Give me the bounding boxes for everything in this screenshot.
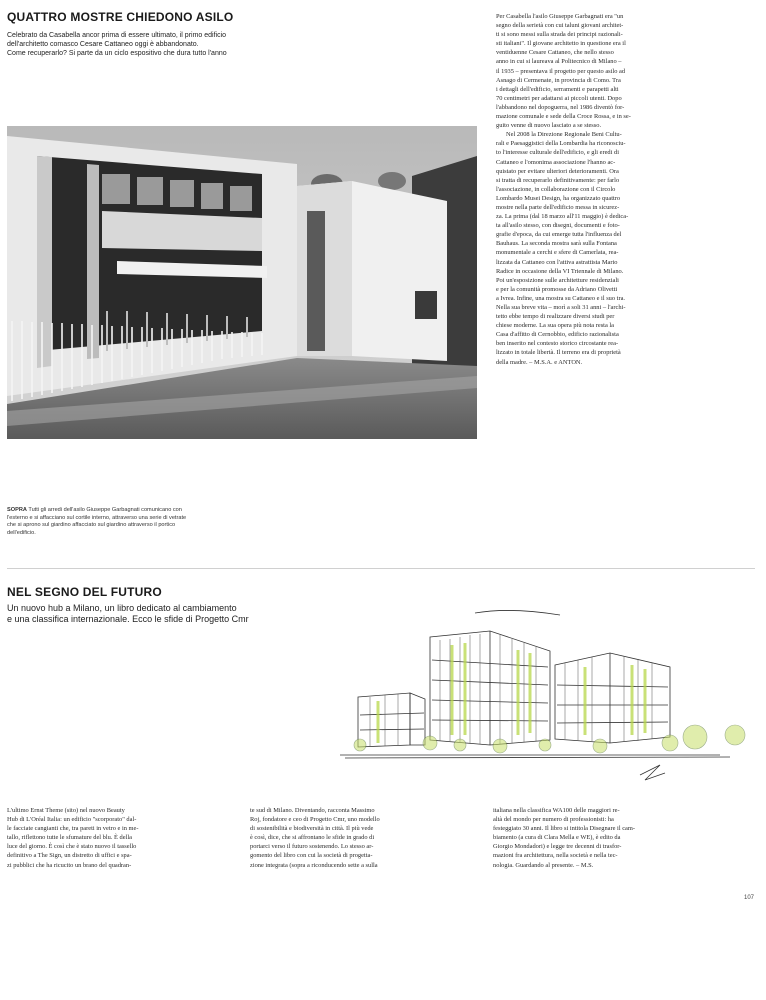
article2-col3 bbox=[493, 806, 738, 870]
text-line: Bauhaus. La seconda mostra sarà sulla Fontana bbox=[496, 240, 617, 248]
text-line: monumentale a cerchi e sfere di Camerlata, rea- bbox=[496, 249, 619, 257]
text-line: lizzato in totale libertà. Il terreno era di proprietà bbox=[496, 349, 621, 357]
text-line: rali e Paesaggistici della Lombardia ha riconosciu- bbox=[496, 140, 626, 148]
text-line: te sud di Milano. Diventando, racconta Massimo bbox=[250, 807, 375, 814]
text-line: e per la comunità promosse da Adriano Olivetti bbox=[496, 285, 618, 293]
text-line: i dettagli dell'edificio, serramenti e parapetti alti bbox=[496, 85, 619, 93]
text-line: Roj, fondatore e ceo di Progetto Cmr, uno modello bbox=[250, 816, 380, 824]
article2-intro bbox=[7, 603, 337, 625]
text-line: L'ultimo Ernst Theme (sito) nel nuovo Beauty bbox=[7, 807, 125, 814]
text-line: l'abbandono nel dopoguerra, nel 1986 diventò for- bbox=[496, 103, 625, 111]
text-line: ta all'asilo stesso, con disegni, documenti e foto- bbox=[496, 222, 620, 230]
text-line: Nella sua breve vita – morì a soli 31 anni – l'archi- bbox=[496, 304, 626, 311]
text-line: Poi un'esposizione sulle architetture residenziali bbox=[496, 276, 619, 284]
text-line: di sostenibilità e biodiversità in città. Il più vede bbox=[250, 825, 374, 833]
text-line: lizzata da Cattaneo con l'attiva astrattista Mario bbox=[496, 258, 618, 266]
text-line: il 1935 – presentava il progetto per questo asilo ad bbox=[496, 67, 626, 75]
text-line: Cattaneo e l'omonima associazione l'hanno ac- bbox=[496, 158, 616, 166]
article1-intro bbox=[7, 31, 477, 58]
text-line: nologia. Guardando al presente. – M.S. bbox=[493, 861, 594, 869]
caption-text: Tutti gli arredi dell'asilo Giuseppe Garbagnati comunicano con l'esterno e si affacciano sul cortile interno, attraverso una serie di vetrate che si aprono sul giardino affacciato sul giardino attraverso il portico dell'edificio. bbox=[7, 507, 187, 536]
asilo-photo bbox=[7, 126, 477, 439]
article2-col1 bbox=[7, 806, 242, 870]
text-line: guito venne di nuovo lasciato a se stesso. bbox=[496, 122, 602, 130]
text-line: Hub di L'Oréal Italia: un edificio "scorporato" dal- bbox=[7, 816, 137, 824]
text-line: za. La prima (dal 18 marzo all'11 maggio) è dedica- bbox=[496, 213, 629, 221]
text-line: sti italiani". Il giovane architetto in questione era il bbox=[496, 40, 626, 48]
text-line: Asnago di Cermenate, in provincia di Como. Tra bbox=[496, 76, 621, 84]
text-line: ben inserito nel contesto storico circostante rea- bbox=[496, 340, 619, 348]
article1-title: QUATTRO MOSTRE CHIEDONO ASILO bbox=[7, 10, 234, 24]
building-sketch bbox=[340, 605, 760, 795]
asilo-photo-graphic bbox=[7, 126, 477, 439]
text-line: le facciate cangianti che, tra pareti in vetro e in me- bbox=[7, 825, 139, 833]
text-line: biamento (a cura di Clara Mella e WE), è edito da bbox=[493, 834, 621, 842]
intro-line: e una classifica internazionale. Ecco le sfide di Progetto Cmr bbox=[7, 614, 249, 624]
text-line: ventiduenne Cesare Cattaneo, che nello stesso bbox=[496, 49, 614, 57]
text-line: luce del giorno. È così che è stato nuovo il tassello bbox=[7, 843, 137, 851]
section-divider bbox=[7, 568, 755, 569]
text-line: Radice in occasione della VI Triennale di Milano. bbox=[496, 267, 624, 275]
page-number: 107 bbox=[744, 895, 755, 901]
text-line: quistato per evitare ulteriori deterioramenti. Ora bbox=[496, 167, 619, 175]
intro-line: Come recuperarlo? Si parte da un ciclo espositivo che dura tutto l'anno bbox=[7, 50, 227, 57]
text-line: tallo, riflettono tutte le sfumature del blu. È della bbox=[7, 834, 132, 842]
text-line: chiese moderne. La sua opera più nota resta la bbox=[496, 322, 614, 330]
article2-title: NEL SEGNO DEL FUTURO bbox=[7, 585, 162, 599]
text-line: anno in cui si laureava al Politecnico di Milano – bbox=[496, 58, 622, 66]
article1-body bbox=[496, 12, 754, 367]
text-line: grafie d'epoca, da cui emerge tutta l'influenza del bbox=[496, 231, 622, 239]
photo-caption bbox=[7, 507, 187, 537]
text-line: della madre. – M.S.A. e ANTON. bbox=[496, 358, 583, 366]
text-line: Giorgio Mondadori) e legge tre decenni di trasfor- bbox=[493, 843, 622, 851]
text-line: definitivo a The Sign, un distretto di uffici e spa- bbox=[7, 852, 132, 860]
text-line: Lombardo Musei Design, ha organizzato quattro bbox=[496, 194, 621, 202]
text-line: segno della serietà con cui taluni giovani architet- bbox=[496, 22, 624, 30]
intro-line: dell'architetto comasco Cesare Cattaneo oggi è abbandonato. bbox=[7, 41, 199, 48]
text-line: gomento del libro con cui la società di progetta- bbox=[250, 852, 373, 860]
intro-line: Un nuovo hub a Milano, un libro dedicato al cambiamento bbox=[7, 603, 237, 613]
text-line: altà del mondo per numero di professionisti: ha bbox=[493, 816, 614, 824]
text-line: mostre nella parte dell'edificio messa in sicurez- bbox=[496, 203, 620, 211]
text-line: to l'interesse culturale dell'edificio, e gli eredi di bbox=[496, 149, 619, 157]
article2-col2 bbox=[250, 806, 485, 870]
text-line: si tratta di recuperarlo definitivamente: per farlo bbox=[496, 176, 620, 184]
text-line: zione integrata (sopra a riconducendo sette a sulla bbox=[250, 861, 378, 869]
text-line: Casa d'affitto di Cernobbio, edificio razionalista bbox=[496, 331, 619, 339]
text-line: a Ivrea. Infine, una mostra su Cattaneo e il suo tra. bbox=[496, 294, 626, 302]
text-line: mazione comunale e sede della Croce Rossa, e in se- bbox=[496, 113, 631, 121]
building-sketch-graphic bbox=[340, 605, 760, 795]
text-line: italiana nella classifica WA100 delle maggiori re- bbox=[493, 807, 620, 814]
text-line: mazioni fra architettura, nella società e nella tec- bbox=[493, 852, 618, 860]
text-line: ti si sono messi sulla strada dei principi razionali- bbox=[496, 31, 623, 39]
intro-line: Celebrato da Casabella ancor prima di essere ultimato, il primo edificio bbox=[7, 32, 227, 39]
text-line: Per Casabella l'asilo Giuseppe Garbagnati era "un bbox=[496, 13, 624, 20]
text-line: zi pubblici che ha ricucito un brano del quadran- bbox=[7, 861, 132, 869]
text-line: festeggiato 30 anni. Il libro si intitola Disegnare il cam- bbox=[493, 825, 635, 833]
text-line: portarci verso il futuro sostenendo. Lo stesso ar- bbox=[250, 843, 374, 851]
text-line: è così, dice, che si affrontano le sfide in grado di bbox=[250, 834, 375, 842]
text-line: l'associazione, in collaborazione con il Circolo bbox=[496, 185, 616, 193]
text-line: tetto ebbe tempo di realizzare diversi studi per bbox=[496, 313, 615, 321]
text-line: 70 centimetri per adattarsi ai piccoli utenti. Dopo bbox=[496, 94, 622, 102]
text-line: Nel 2008 la Direzione Regionale Beni Cultu- bbox=[506, 131, 622, 139]
caption-label: SOPRA bbox=[7, 507, 27, 513]
